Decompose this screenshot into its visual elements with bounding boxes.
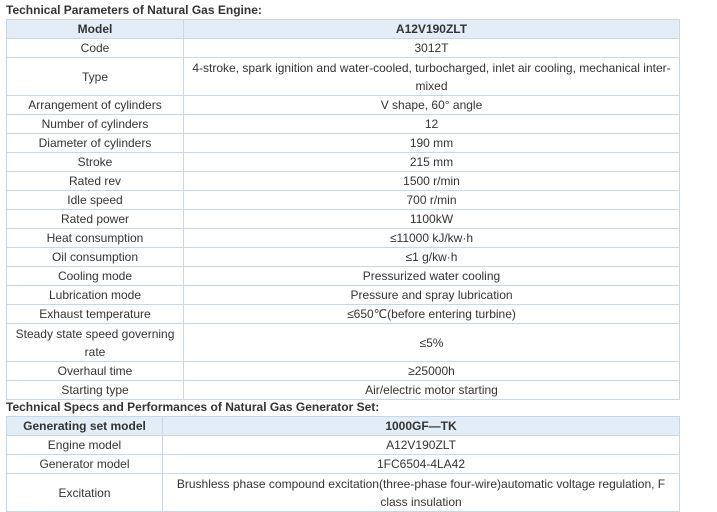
row-label: Heat consumption <box>7 229 184 248</box>
row-value: 12 <box>184 115 680 134</box>
table-row <box>7 229 680 248</box>
table-row <box>7 210 680 229</box>
row-label: Diameter of cylinders <box>7 134 184 153</box>
table-row <box>7 191 680 210</box>
row-value: ≤1 g/kw·h <box>184 248 680 267</box>
row-label: Generator model <box>7 455 163 474</box>
table-row <box>7 362 680 381</box>
row-label: Overhaul time <box>7 362 184 381</box>
table-row <box>7 96 680 115</box>
table-header-row <box>7 417 680 436</box>
row-label: Engine model <box>7 436 163 455</box>
row-label: Idle speed <box>7 191 184 210</box>
row-label: Code <box>7 39 184 58</box>
row-value: 1FC6504-4LA42 <box>163 455 680 474</box>
table-row <box>7 248 680 267</box>
engine-parameters-table <box>6 19 680 400</box>
table-row <box>7 58 680 96</box>
row-value: Brushless phase compound excitation(three-phase four-wire)automatic voltage regulation, F class insulation <box>163 474 680 512</box>
table-row <box>7 172 680 191</box>
row-value: Pressurized water cooling <box>184 267 680 286</box>
row-label: Excitation <box>7 474 163 512</box>
table-row <box>7 39 680 58</box>
row-value: 700 r/min <box>184 191 680 210</box>
table-row <box>7 153 680 172</box>
table-row <box>7 286 680 305</box>
row-label: Steady state speed governing rate <box>7 324 184 362</box>
header-value-cell: 1000GF—TK <box>163 417 680 436</box>
table-row <box>7 455 680 474</box>
header-label-cell: Generating set model <box>7 417 163 436</box>
table-row <box>7 115 680 134</box>
row-label: Type <box>7 58 184 96</box>
table-row <box>7 305 680 324</box>
table-row <box>7 134 680 153</box>
header-label-cell: Model <box>7 20 184 39</box>
row-label: Cooling mode <box>7 267 184 286</box>
row-value: ≥25000h <box>184 362 680 381</box>
header-value-cell: A12V190ZLT <box>184 20 680 39</box>
row-label: Exhaust temperature <box>7 305 184 324</box>
row-value: 1100kW <box>184 210 680 229</box>
engine-section-title: Technical Parameters of Natural Gas Engine: <box>6 3 262 17</box>
row-label: Rated rev <box>7 172 184 191</box>
row-value: V shape, 60° angle <box>184 96 680 115</box>
row-value: Air/electric motor starting <box>184 381 680 400</box>
row-label: Starting type <box>7 381 184 400</box>
row-label: Rated power <box>7 210 184 229</box>
row-value: 3012T <box>184 39 680 58</box>
row-value: 4-stroke, spark ignition and water-cooled, turbocharged, inlet air cooling, mechanical inter-mixed <box>184 58 680 96</box>
row-label: Stroke <box>7 153 184 172</box>
row-value: A12V190ZLT <box>163 436 680 455</box>
table-row <box>7 381 680 400</box>
row-value: 1500 r/min <box>184 172 680 191</box>
row-value: ≤5% <box>184 324 680 362</box>
generator-specs-table <box>6 416 680 512</box>
row-label: Lubrication mode <box>7 286 184 305</box>
row-label: Number of cylinders <box>7 115 184 134</box>
row-value: ≤11000 kJ/kw·h <box>184 229 680 248</box>
table-row <box>7 324 680 362</box>
row-label: Oil consumption <box>7 248 184 267</box>
row-label: Arrangement of cylinders <box>7 96 184 115</box>
row-value: ≤650℃(before entering turbine) <box>184 305 680 324</box>
generator-section-title: Technical Specs and Performances of Natural Gas Generator Set: <box>6 400 380 414</box>
row-value: Pressure and spray lubrication <box>184 286 680 305</box>
row-value: 215 mm <box>184 153 680 172</box>
table-row <box>7 474 680 512</box>
table-header-row <box>7 20 680 39</box>
row-value: 190 mm <box>184 134 680 153</box>
table-row <box>7 267 680 286</box>
table-row <box>7 436 680 455</box>
